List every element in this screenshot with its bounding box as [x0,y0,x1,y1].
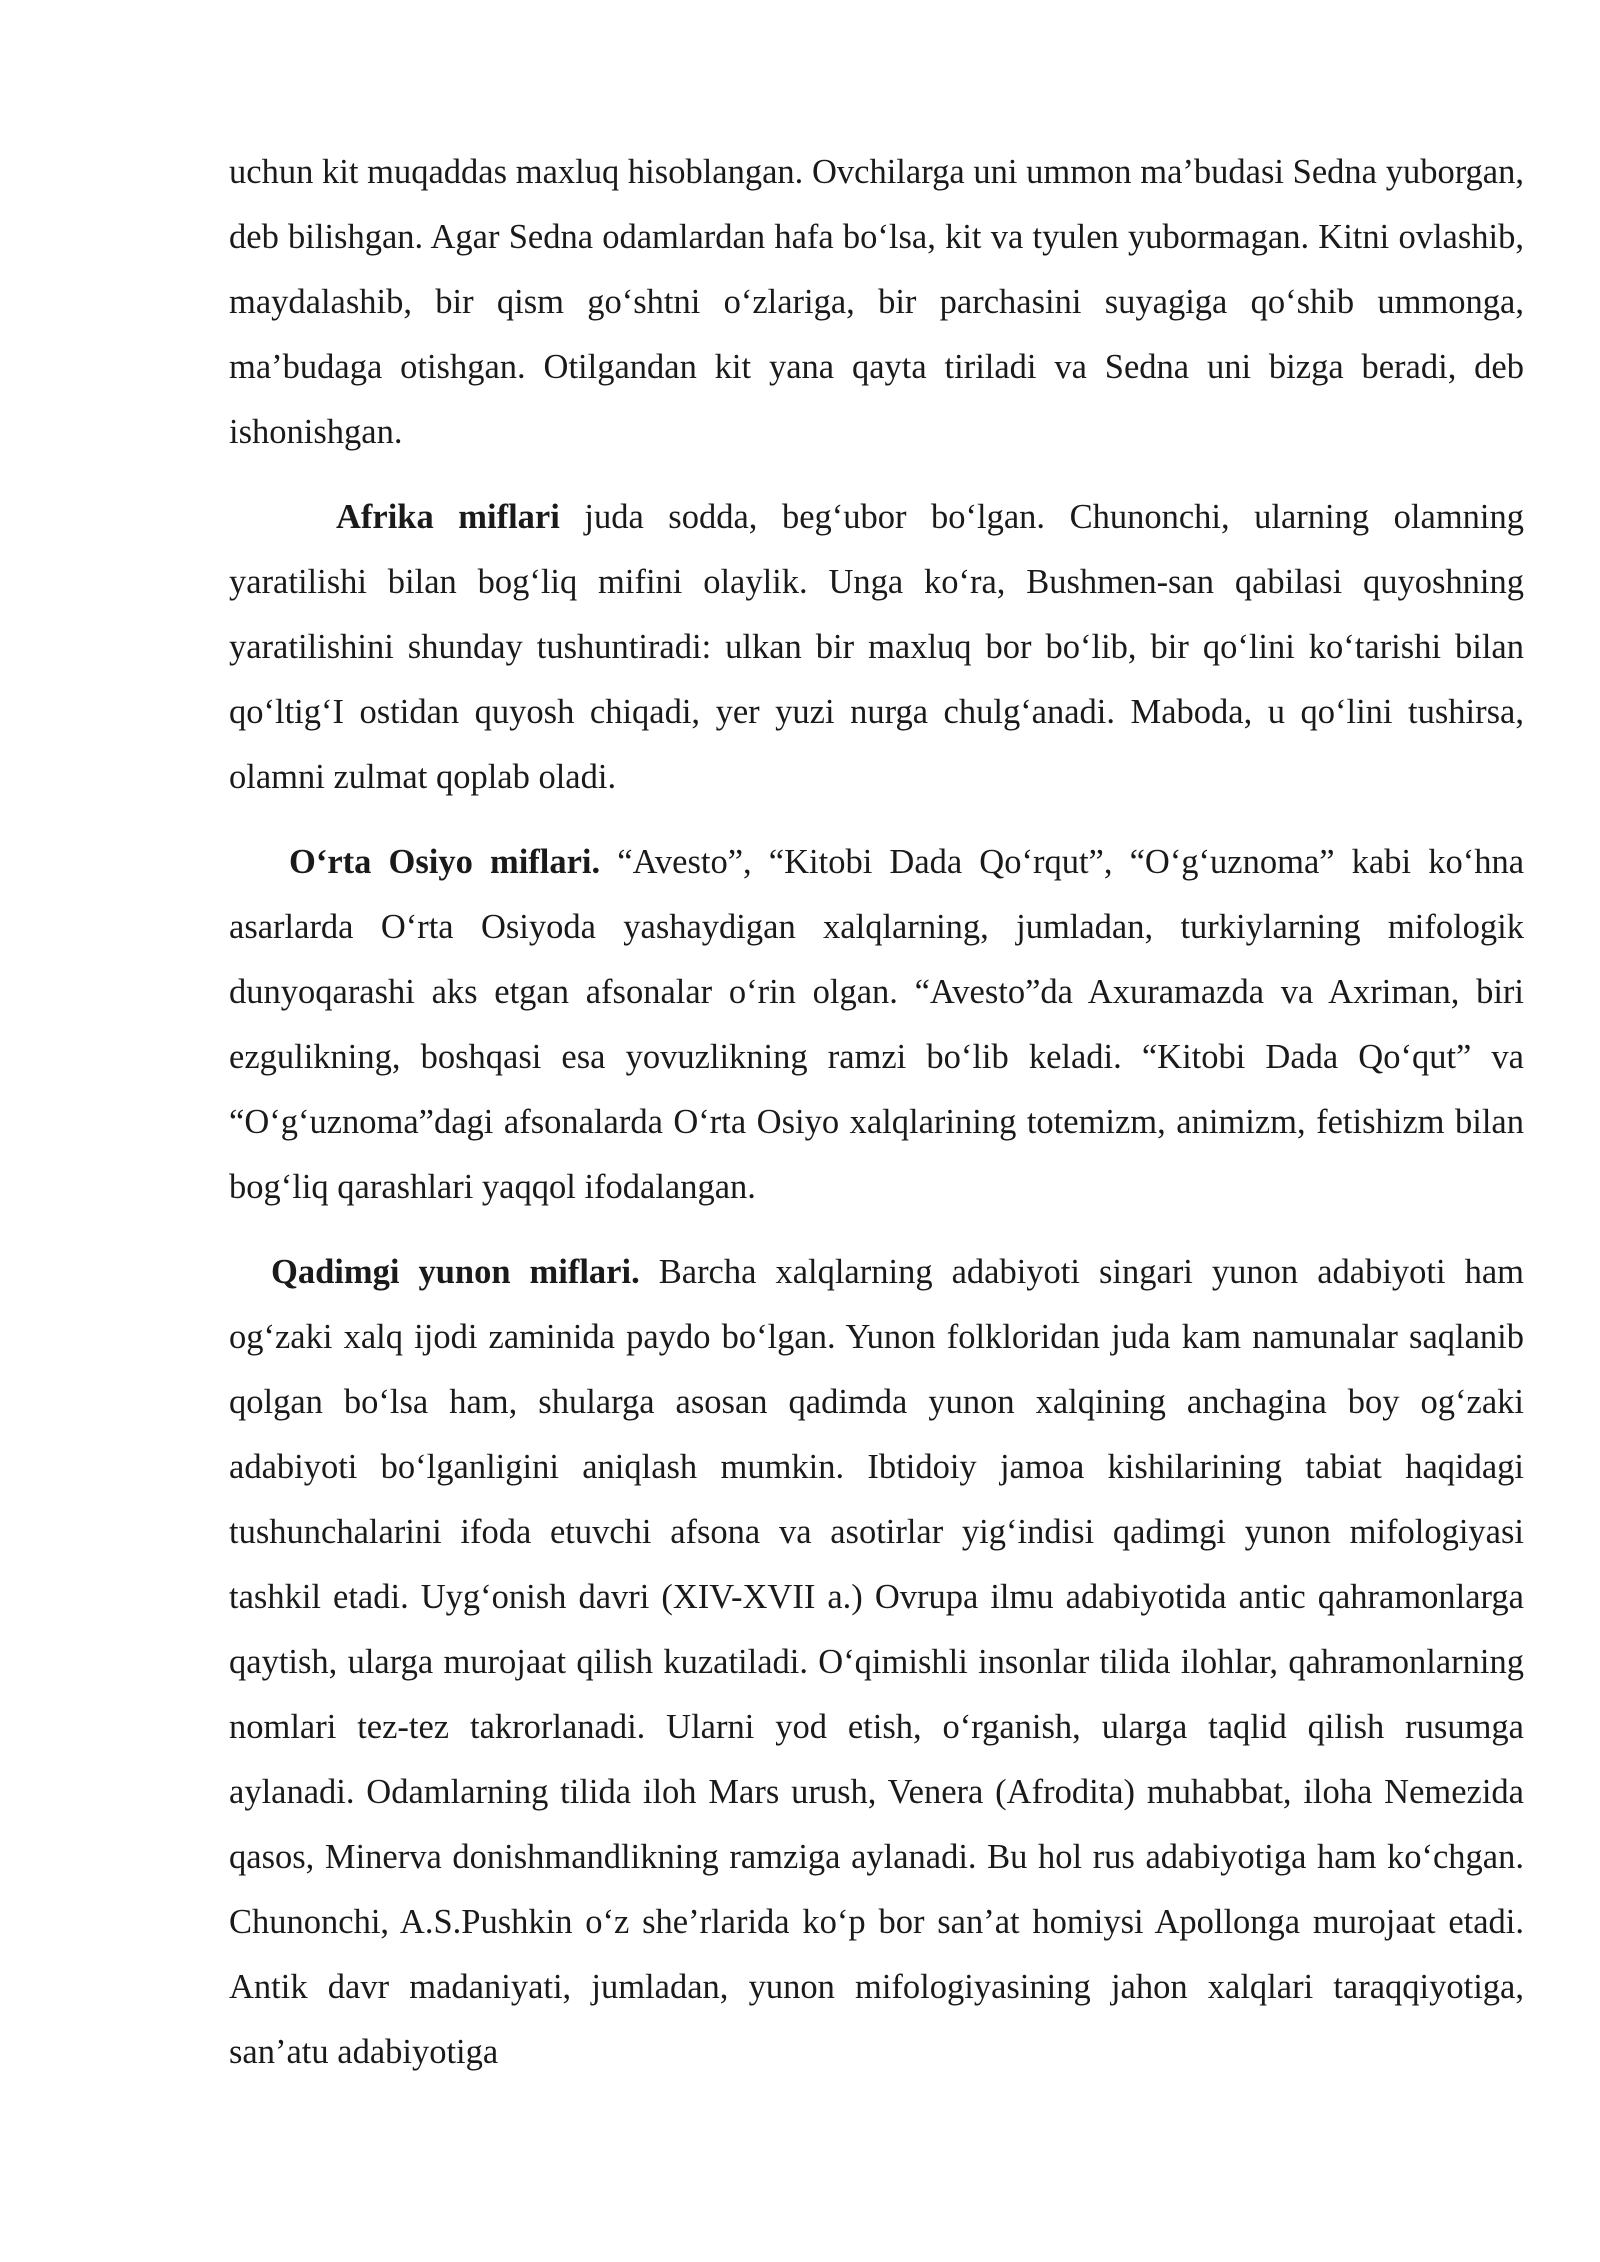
paragraph-africa-text: juda sodda, beg‘ubor bo‘lgan. Chunonchi, ularning olamning yaratilishi bilan bog‘liq mifini olaylik. Unga ko‘ra, Bushmen-san qabilasi quyoshning yaratilishini shunday tushuntiradi: ulkan bir maxluq bor bo‘lib, bir qo‘lini ko‘tarishi bilan qo‘ltig‘I ostidan quyosh chiqadi, yer yuzi nurga chulg‘anadi. Maboda, u qo‘lini tushirsa, olamni zulmat qoplab oladi. [229,498,1524,796]
paragraph-sedna-text: uchun kit muqaddas maxluq hisoblangan. Ovchilarga uni ummon ma’budasi Sedna yuborgan, deb bilishgan. Agar Sedna odamlardan hafa bo‘lsa, kit va tyulen yubormagan. Kitni ovlashib, maydalashib, bir qism go‘shtni o‘zlariga, bir parchasini suyagiga qo‘shib ummonga, ma’budaga otishgan. Otilgandan kit yana qayta tiriladi va Sedna uni bizga beradi, deb ishonishgan. [229,153,1524,451]
document-page [229,140,1524,2085]
paragraph-greek-text: Barcha xalqlarning adabiyoti singari yunon adabiyoti ham og‘zaki xalq ijodi zaminida paydo bo‘lgan. Yunon folkloridan juda kam namunalar saqlanib qolgan bo‘lsa ham, shularga asosan qadimda yunon xalqining anchagina boy og‘zaki adabiyoti bo‘lganligini aniqlash mumkin. Ibtidoiy jamoa kishilarining tabiat haqidagi tushunchalarini ifoda etuvchi afsona va asotirlar yig‘indisi qadimgi yunon mifologiyasi tashkil etadi. Uyg‘onish davri (XIV-XVII a.) Ovrupa ilmu adabiyotida antic qahramonlarga qaytish, ularga murojaat qilish kuzatiladi. O‘qimishli insonlar tilida ilohlar, qahramonlarning nomlari tez-tez takrorlanadi. Ularni yod etish, o‘rganish, ularga taqlid qilish rusumga aylanadi. Odamlarning tilida iloh Mars urush, Venera (Afrodita) muhabbat, iloha Nemezida qasos, Minerva donishmandlikning ramziga aylanadi. Bu hol rus adabiyotiga ham ko‘chgan. Chunonchi, A.S.Pushkin o‘z she’rlarida ko‘p bor san’at homiysi Apollonga murojaat etadi. Antik davr madaniyati, jumladan, yunon mifologiyasining jahon xalqlari taraqqiyotiga, san’atu adabiyotiga [229,1253,1524,2071]
paragraph-central-asia-text: “Avesto”, “Kitobi Dada Qo‘rqut”, “O‘g‘uznoma” kabi ko‘hna asarlarda O‘rta Osiyoda yashaydigan xalqlarning, jumladan, turkiylarning mifologik dunyoqarashi aks etgan afsonalar o‘rin olgan. “Avesto”da Axuramazda va Axriman, biri ezgulikning, boshqasi esa yovuzlikning ramzi bo‘lib keladi. “Kitobi Dada Qo‘qut” va “O‘g‘uznoma”dagi afsonalarda O‘rta Osiyo xalqlarining totemizm, animizm, fetishizm bilan bog‘liq qarashlari yaqqol ifodalangan. [229,843,1525,1206]
paragraph-greek [229,1240,1524,2085]
paragraph-africa [229,485,1524,810]
heading-central-asia-myths: O‘rta Osiyo miflari. [289,843,601,881]
heading-africa-myths: Afrika miflari [336,498,560,536]
paragraph-sedna [229,140,1524,465]
heading-greek-myths: Qadimgi yunon miflari. [271,1253,640,1291]
paragraph-central-asia [229,830,1524,1220]
